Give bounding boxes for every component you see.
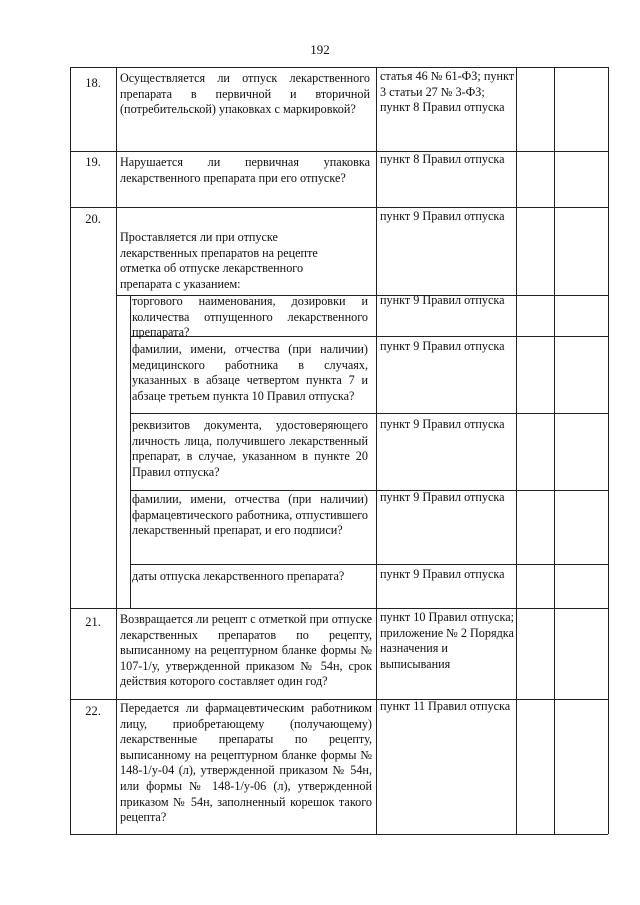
page-number: 192 bbox=[310, 42, 330, 57]
subitem-reference: пункт 9 Правил отпуска bbox=[380, 293, 505, 307]
subitem-reference: пункт 9 Правил отпуска bbox=[380, 567, 505, 581]
row-number: 18. bbox=[85, 76, 101, 90]
legal-reference: статья 46 № 61-ФЗ; пункт 3 статьи 27 № 3-ФЗ; пункт 8 Правил отпуска bbox=[380, 69, 515, 115]
subitem-reference: пункт 9 Правил отпуска bbox=[380, 417, 505, 431]
row-number: 20. bbox=[85, 212, 101, 226]
subitem-question: реквизитов документа, удостоверяющего личность лица, получившего лекарственный препарат, в случае, указанном в пункте 20 Правил отпуска? bbox=[132, 418, 368, 479]
checklist-table bbox=[70, 67, 608, 834]
row-number: 19. bbox=[85, 155, 101, 169]
question-text: Проставляется ли при отпуске лекарственных препаратов на рецепте отметка об отпуске лекарственного препарата с указанием: bbox=[120, 230, 318, 291]
question-text: Возвращается ли рецепт с отметкой при отпуске лекарственных препаратов по рецепту, выписанному на рецептурном бланке формы № 107-1/у, утвержденной приказом № 54н, срок действия которого составляет один год? bbox=[120, 612, 372, 689]
question-text: Осуществляется ли отпуск лекарственного препарата в первичной и вторичной (потребительской) упаковках с маркировкой? bbox=[120, 71, 370, 117]
subitem-reference: пункт 9 Правил отпуска bbox=[380, 490, 505, 504]
question-text: Передается ли фармацевтическим работником лицу, приобретающему (получающему) лекарственные препараты по рецепту, выписанному на рецептурном бланке формы № 148-1/у-04 (л), утвержденной приказом № 54н, или формы № 148-1/у-06 (л), утвержденной приказом № 54н, заполненный корешок такого рецепта? bbox=[120, 701, 372, 825]
subitem-question: фамилии, имени, отчества (при наличии) фармацевтического работника, отпустившего лекарственный препарат, и его подписи? bbox=[132, 492, 368, 538]
subitem-question: даты отпуска лекарственного препарата? bbox=[132, 569, 345, 583]
legal-reference: пункт 9 Правил отпуска bbox=[380, 209, 505, 223]
legal-reference: пункт 11 Правил отпуска bbox=[380, 699, 511, 713]
row-number: 22. bbox=[85, 704, 101, 718]
question-text: Нарушается ли первичная упаковка лекарственного препарата при его отпуске? bbox=[120, 155, 370, 185]
subitem-question: торгового наименования, дозировки и количества отпущенного лекарственного препарата? bbox=[132, 294, 368, 340]
row-number: 21. bbox=[85, 615, 101, 629]
legal-reference: пункт 8 Правил отпуска bbox=[380, 152, 505, 166]
subitem-reference: пункт 9 Правил отпуска bbox=[380, 339, 505, 353]
legal-reference: пункт 10 Правил отпуска; приложение № 2 Порядка назначения и выписывания bbox=[380, 610, 515, 671]
subitem-question: фамилии, имени, отчества (при наличии) медицинского работника в случаях, указанных в абзаце четвертом пункта 7 и абзаце третьем пункта 10 Правил отпуска? bbox=[132, 342, 368, 403]
